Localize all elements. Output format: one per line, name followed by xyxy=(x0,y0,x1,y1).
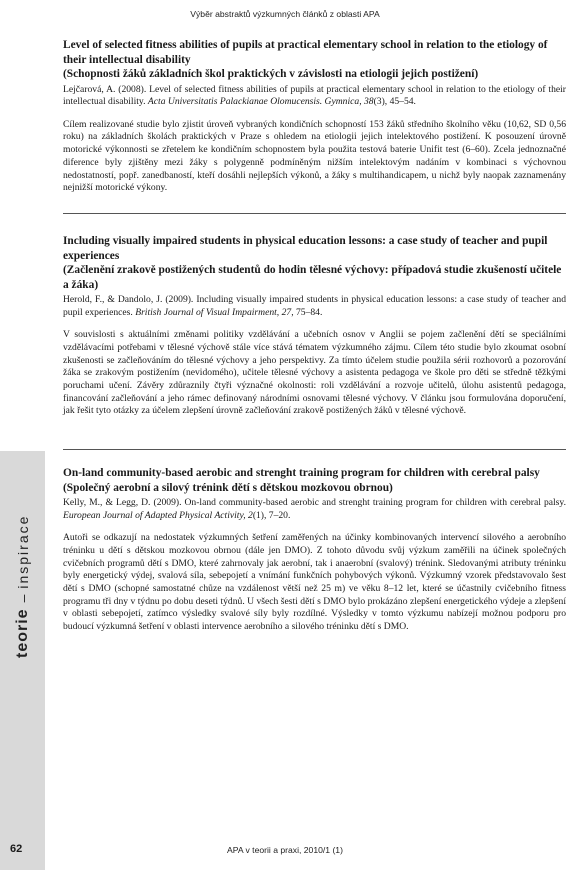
article-2 xyxy=(63,234,566,418)
article-subtitle: (Začlenění zrakově postižených studentů do hodin tělesné výchovy: případová studie zkušeností učitele a žáka) xyxy=(63,264,562,291)
citation-tail: (3), 45–54. xyxy=(373,96,416,108)
article-title: Level of selected fitness abilities of pupils at practical elementary school in relation to the etiology of their intellectual disability xyxy=(63,39,548,66)
article-citation xyxy=(63,84,566,109)
article-1 xyxy=(63,38,566,195)
section-label xyxy=(8,458,38,658)
article-title: On-land community-based aerobic and strenght training program for children with cerebral palsy xyxy=(63,467,540,479)
article-abstract: V souvislosti s aktuálními změnami politiky vzdělávání a učebních osnov v Anglii se pojem začlenění dětí se speciálními vzdělávacími potřebami v tělesné výchově stále více stává tématem výzkumného zájmu. Cílem této studie bylo zkoumat osobní zkušenosti se začleňováním do tělesné výchovy a jeho perspektivy. Za tímto účelem studie použila sérii rozhovorů a pozorování žáka se zrakovým postižením (nevidomého), učitele tělesné výchovy a asistenta pedagoga ve škole pro děti se středně těžkými poruchami učení. Závěry zdůraznily čtyři význačné okolnosti: roli vzdělávání a rozvoje učitelů, úlohu asistentů pedagoga, financování začleňování a jeho rámec definovaný národními osnovami tělesné výchovy. V článku jsou formulována doporučení, jak řešit tyto otázky za účelem zlepšení úrovně začleňování zrakově postižených žáků v tělesné výchově. xyxy=(63,329,566,417)
page-number: 62 xyxy=(10,843,23,855)
article-citation xyxy=(63,294,566,319)
running-header: Výběr abstraktů výzkumných článků z oblasti APA xyxy=(190,9,380,19)
citation-journal: European Journal of Adapted Physical Activity, 2 xyxy=(63,509,253,521)
section-label-bold: teorie xyxy=(14,608,31,658)
divider xyxy=(63,449,566,450)
citation-journal: Acta Universitatis Palackianae Olomucensis. Gymnica, 38 xyxy=(147,96,374,108)
citation-authors: Kelly, M., & Legg, D. (2009). On-land community-based aerobic and strenght training program for children with cerebral palsy. xyxy=(63,497,566,508)
divider xyxy=(63,213,566,214)
article-citation xyxy=(63,497,566,522)
article-abstract: Autoři se odkazují na nedostatek výzkumných šetření zaměřených na účinky kombinovaných intervencí silového a aerobního tréninku u dětí s dětskou mozkovou obrnou (dále jen DMO). Z tohoto důvodu svůj výzkum zaměřili na účinek společných cvičebních programů dětí s DMO, které zahrnovaly jak aerobní, tak i anaerobní (svalový) trénink. Sledovanými atributy tréninku byly energetický výdej, svalová síla, sebepojetí a vnímání funkčních pohybových výkonů. Výzkumný vzorek představovalo šest dětí s DMO (schopné samostatné chůze na vzdálenost větší než 25 m) ve věku 8–12 let, které se účastnily cvičebního fitness programu tři dny v týdnu po dobu deseti týdnů. U všech šesti dětí s DMO bylo prokázáno zlepšení energetického výdeje a zlepšení v oblasti sebepojetí, zatímco výsledky svalové síly byly rozdílné. Výsledky v tomto výzkumu nabízejí možnou podporu pro budoucí výzkumná šetření v oblasti intervence aerobního a silového tréninku dětí s DMO. xyxy=(63,532,566,633)
citation-tail: , 75–84. xyxy=(291,306,323,318)
citation-tail: (1), 7–20. xyxy=(252,509,291,521)
article-abstract: Cílem realizované studie bylo zjistit úroveň vybraných kondičních schopností 153 žáků středního školního věku (10,62, SD 0,56 roku) na základních školách praktických v Praze s ohledem na etiologii jejich intelektového postižení. K posouzení úrovně motorické výkonnosti se zřetelem ke kondičním schopnostem byla použita testová baterie Unifit test (6–60). Zcela jednoznačné diference byly zjištěny mezi žáky s polygenně podmíněným nižším intelektovým nadáním v kombinaci s výchovnou nedostatností, popř. zanedbaností, kteří dosáhli nejlepších výkonů, a žáky s multihandicapem, u nichž byly naopak zaznamenány nejnižší motorické výkony. xyxy=(63,118,566,194)
article-subtitle: (Společný aerobní a silový trénink dětí s dětskou mozkovou obrnou) xyxy=(63,481,393,494)
citation-journal: British Journal of Visual Impairment, 27 xyxy=(135,306,292,318)
article-3 xyxy=(63,466,566,634)
citation-authors: Herold, F., & Dandolo, J. (2009). Including visually impaired students in physical education lessons: a case study of teacher and pupil experiences. xyxy=(63,294,566,318)
article-subtitle: (Schopnosti žáků základních škol praktických v závislosti na etiologii jejich postižení) xyxy=(63,68,479,80)
article-title: Including visually impaired students in physical education lessons: a case study of teacher and pupil experiences xyxy=(63,235,548,262)
running-footer: APA v teorii a praxi, 2010/1 (1) xyxy=(227,845,343,855)
section-label-light: inspirace xyxy=(15,514,31,589)
section-label-dash: – xyxy=(15,594,31,603)
citation-authors: Lejčarová, A. (2008). Level of selected fitness abilities of pupils at practical elementary school in relation to the etiology of their intellectual disability. xyxy=(63,83,566,108)
